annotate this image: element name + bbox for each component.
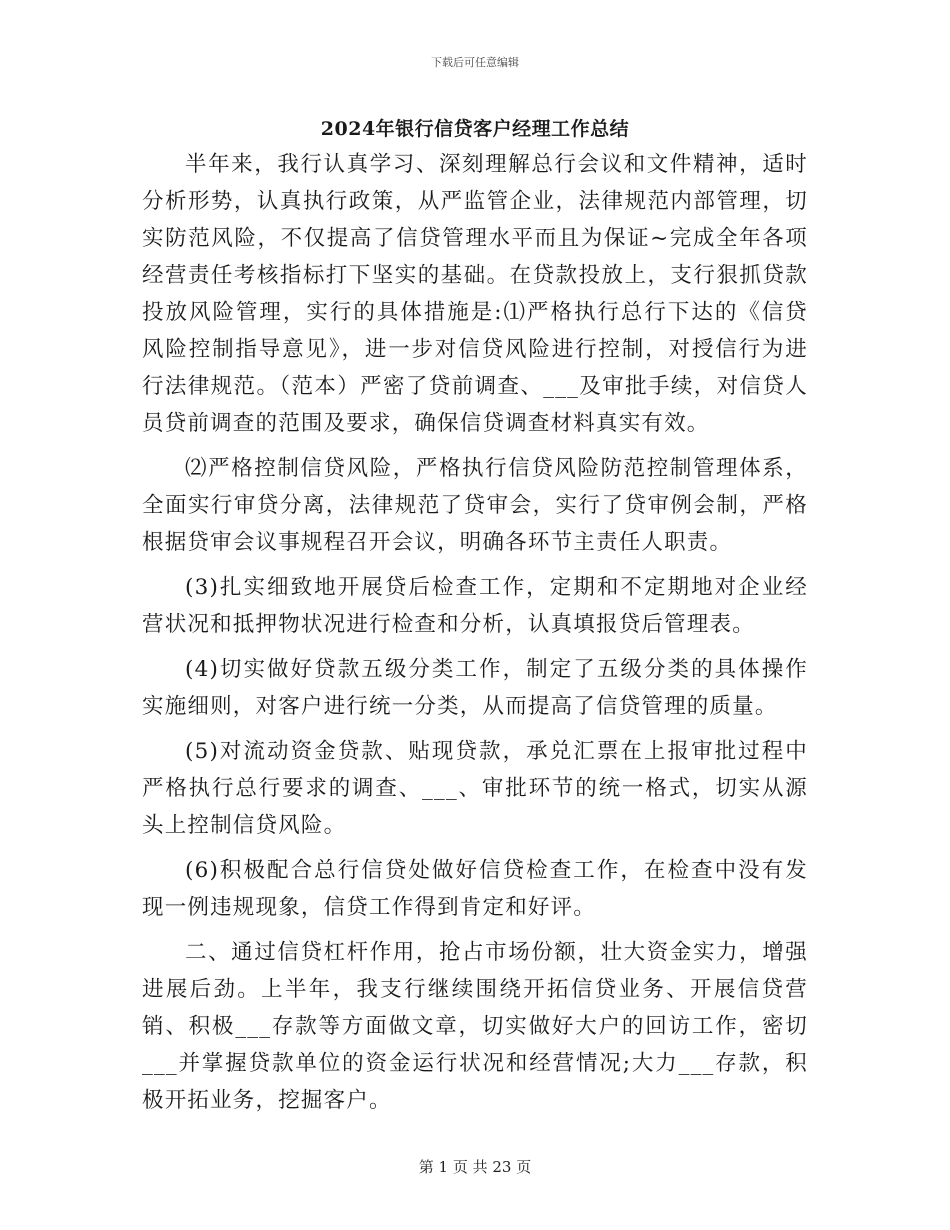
paragraph-section-2: 二、通过信贷杠杆作用，抢占市场份额，壮大资金实力，增强进展后劲。上半年，我支行继续围绕开拓信贷业务、开展信贷营销、积极___存款等方面做文章，切实做好大户的回访工作，密切___并掌握贷款单位的资金运行状况和经营情况;大力___存款，积极开拓业务，挖掘客户。 (142, 940, 808, 1113)
document-title: 2024年银行信贷客户经理工作总结 (320, 118, 630, 140)
paragraph-intro: 半年来，我行认真学习、深刻理解总行会议和文件精神，适时分析形势，认真执行政策，从严监管企业，法律规范内部管理，切实防范风险，不仅提高了信贷管理水平而且为保证~完成全年各项经营责任考核指标打下坚实的基础。在贷款投放上，支行狠抓贷款投放风险管理，实行的具体措施是:⑴严格执行总行下达的《信贷风险控制指导意见》，进一步对信贷风险进行控制，对授信行为进行法律规范。（范本）严密了贷前调查、___及审批手续，对信贷人员贷前调查的范围及要求，确保信贷调查材料真实有效。 (142, 152, 808, 436)
header-note: 下载后可任意编辑 (431, 56, 519, 69)
paragraph-item-2: ⑵严格控制信贷风险，严格执行信贷风险防范控制管理体系，全面实行审贷分离，法律规范了贷审会，实行了贷审例会制，严格根据贷审会议事规程召开会议，明确各环节主责任人职责。 (142, 456, 808, 555)
paragraph-item-4: (4)切实做好贷款五级分类工作，制定了五级分类的具体操作实施细则，对客户进行统一分类，从而提高了信贷管理的质量。 (142, 657, 808, 719)
page-number: 第 1 页 共 23 页 (418, 1158, 532, 1176)
paragraph-item-3: (3)扎实细致地开展贷后检查工作，定期和不定期地对企业经营状况和抵押物状况进行检查和分析，认真填报贷后管理表。 (142, 575, 808, 637)
document-body (142, 146, 808, 1127)
paragraph-item-5: (5)对流动资金贷款、贴现贷款，承兑汇票在上报审批过程中严格执行总行要求的调查、___、审批环节的统一格式，切实从源头上控制信贷风险。 (142, 739, 808, 838)
paragraph-item-6: (6)积极配合总行信贷处做好信贷检查工作，在检查中没有发现一例违规现象，信贷工作得到肯定和好评。 (142, 858, 808, 920)
